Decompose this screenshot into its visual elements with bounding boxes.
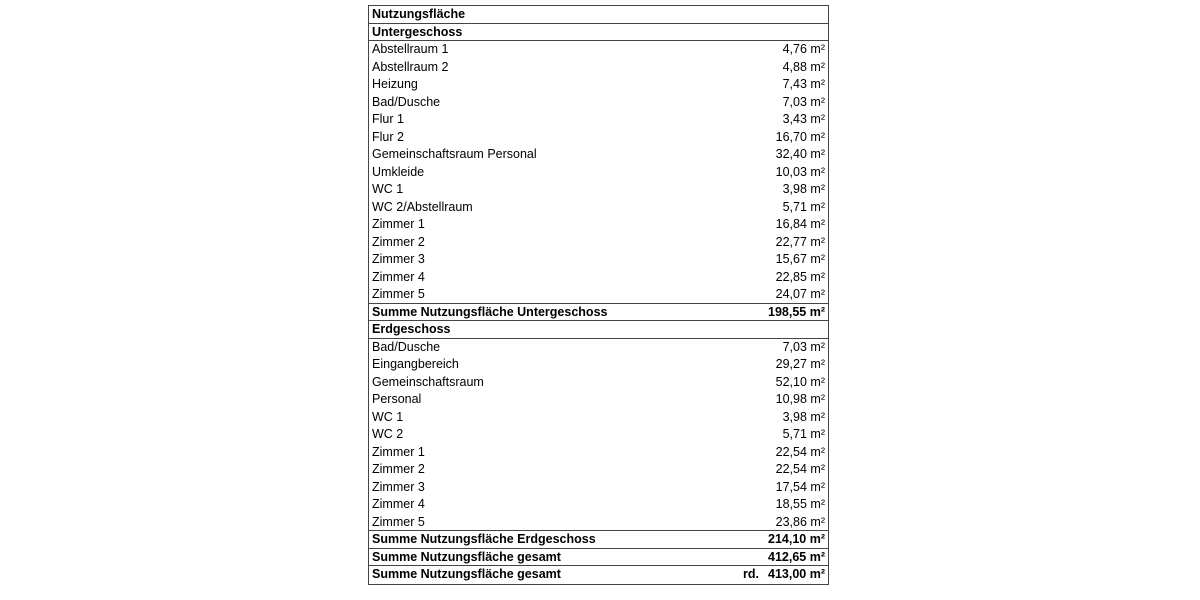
room-name: Flur 1: [372, 112, 404, 126]
table-title-row: [369, 6, 828, 24]
table-row: [369, 234, 828, 252]
room-name: Zimmer 2: [372, 462, 425, 476]
room-name: Personal: [372, 392, 422, 406]
usable-area-table: [368, 5, 829, 585]
room-area: 15,67 m²: [775, 252, 825, 266]
table-row: [369, 339, 828, 357]
room-name: Abstellraum 1: [372, 42, 449, 56]
subtotal-row-untergeschoss: [369, 304, 828, 322]
table-row: [369, 444, 828, 462]
room-area: 52,10 m²: [775, 374, 825, 389]
table-row: [369, 146, 828, 164]
untergeschoss-room-list: [369, 41, 828, 304]
erdgeschoss-room-list: [369, 339, 828, 532]
room-area: 5,71 m²: [782, 427, 825, 441]
room-area: 17,54 m²: [775, 479, 825, 494]
room-name: Zimmer 4: [372, 269, 425, 284]
room-area: 18,55 m²: [775, 497, 825, 511]
room-area: 4,88 m²: [782, 59, 825, 74]
table-row: [369, 269, 828, 287]
table-row: [369, 496, 828, 514]
room-area: 10,03 m²: [775, 164, 825, 179]
section-heading-row: [369, 321, 828, 339]
room-area: 22,77 m²: [775, 234, 825, 249]
subtotal-label: Summe Nutzungsfläche Untergeschoss: [372, 304, 608, 319]
table-row: [369, 356, 828, 374]
room-area: 4,76 m²: [782, 42, 825, 56]
room-area: 22,85 m²: [775, 269, 825, 284]
section-heading-erdgeschoss: Erdgeschoss: [372, 322, 451, 336]
room-area: 10,98 m²: [775, 392, 825, 406]
room-name: Zimmer 1: [372, 217, 425, 231]
room-area: 7,43 m²: [782, 77, 825, 91]
section-heading-row: [369, 24, 828, 42]
subtotal-row-erdgeschoss: [369, 531, 828, 549]
table-row: [369, 409, 828, 427]
room-name: Zimmer 5: [372, 514, 425, 529]
table-row: [369, 76, 828, 94]
room-name: Zimmer 3: [372, 252, 425, 266]
grand-total-label: Summe Nutzungsfläche gesamt: [372, 549, 561, 564]
rounded-note: rd.: [743, 567, 759, 581]
room-name: Zimmer 4: [372, 497, 425, 511]
room-name: Gemeinschaftsraum: [372, 374, 484, 389]
table-row: [369, 374, 828, 392]
room-area: 22,54 m²: [775, 462, 825, 476]
table-row: [369, 216, 828, 234]
rounded-total-label: Summe Nutzungsfläche gesamt: [372, 567, 561, 581]
section-heading-untergeschoss: Untergeschoss: [372, 24, 463, 39]
room-name: Bad/Dusche: [372, 94, 441, 109]
room-area: 16,84 m²: [775, 217, 825, 231]
room-name: WC 1: [372, 409, 404, 424]
table-title: Nutzungsfläche: [372, 7, 466, 21]
table-row: [369, 426, 828, 444]
table-row: [369, 111, 828, 129]
room-name: Bad/Dusche: [372, 339, 441, 354]
room-name: Abstellraum 2: [372, 59, 449, 74]
table-row: [369, 41, 828, 59]
room-area: 23,86 m²: [775, 514, 825, 529]
table-row: [369, 181, 828, 199]
room-area: 3,43 m²: [782, 112, 825, 126]
room-name: Flur 2: [372, 129, 404, 144]
room-area: 7,03 m²: [782, 339, 825, 354]
room-area: 22,54 m²: [775, 444, 825, 459]
subtotal-label: Summe Nutzungsfläche Erdgeschoss: [372, 532, 596, 546]
table-row: [369, 59, 828, 77]
room-name: Zimmer 2: [372, 234, 425, 249]
grand-total-value: 412,65 m²: [768, 549, 825, 564]
table-row: [369, 514, 828, 532]
table-row: [369, 199, 828, 217]
room-area: 5,71 m²: [782, 199, 825, 214]
rounded-total-row: [369, 566, 828, 584]
room-area: 32,40 m²: [775, 147, 825, 161]
grand-total-row: [369, 549, 828, 567]
room-name: Eingangbereich: [372, 357, 459, 371]
room-area: 16,70 m²: [775, 129, 825, 144]
table-row: [369, 94, 828, 112]
room-name: Zimmer 5: [372, 287, 425, 301]
table-row: [369, 164, 828, 182]
table-row: [369, 479, 828, 497]
rounded-total-value: 413,00 m²: [768, 567, 825, 581]
room-area: 3,98 m²: [782, 182, 825, 196]
table-row: [369, 251, 828, 269]
room-name: Gemeinschaftsraum Personal: [372, 147, 537, 161]
subtotal-value: 198,55 m²: [768, 304, 825, 319]
room-area: 7,03 m²: [782, 94, 825, 109]
room-area: 24,07 m²: [775, 287, 825, 301]
table-row: [369, 286, 828, 304]
table-row: [369, 129, 828, 147]
table-row: [369, 391, 828, 409]
table-row: [369, 461, 828, 479]
subtotal-value: 214,10 m²: [768, 532, 825, 546]
room-name: Heizung: [372, 77, 418, 91]
room-area: 29,27 m²: [775, 357, 825, 371]
room-name: Zimmer 3: [372, 479, 425, 494]
room-name: Zimmer 1: [372, 444, 425, 459]
room-area: 3,98 m²: [782, 409, 825, 424]
room-name: WC 2: [372, 427, 404, 441]
room-name: WC 1: [372, 182, 404, 196]
room-name: Umkleide: [372, 164, 425, 179]
room-name: WC 2/Abstellraum: [372, 199, 473, 214]
